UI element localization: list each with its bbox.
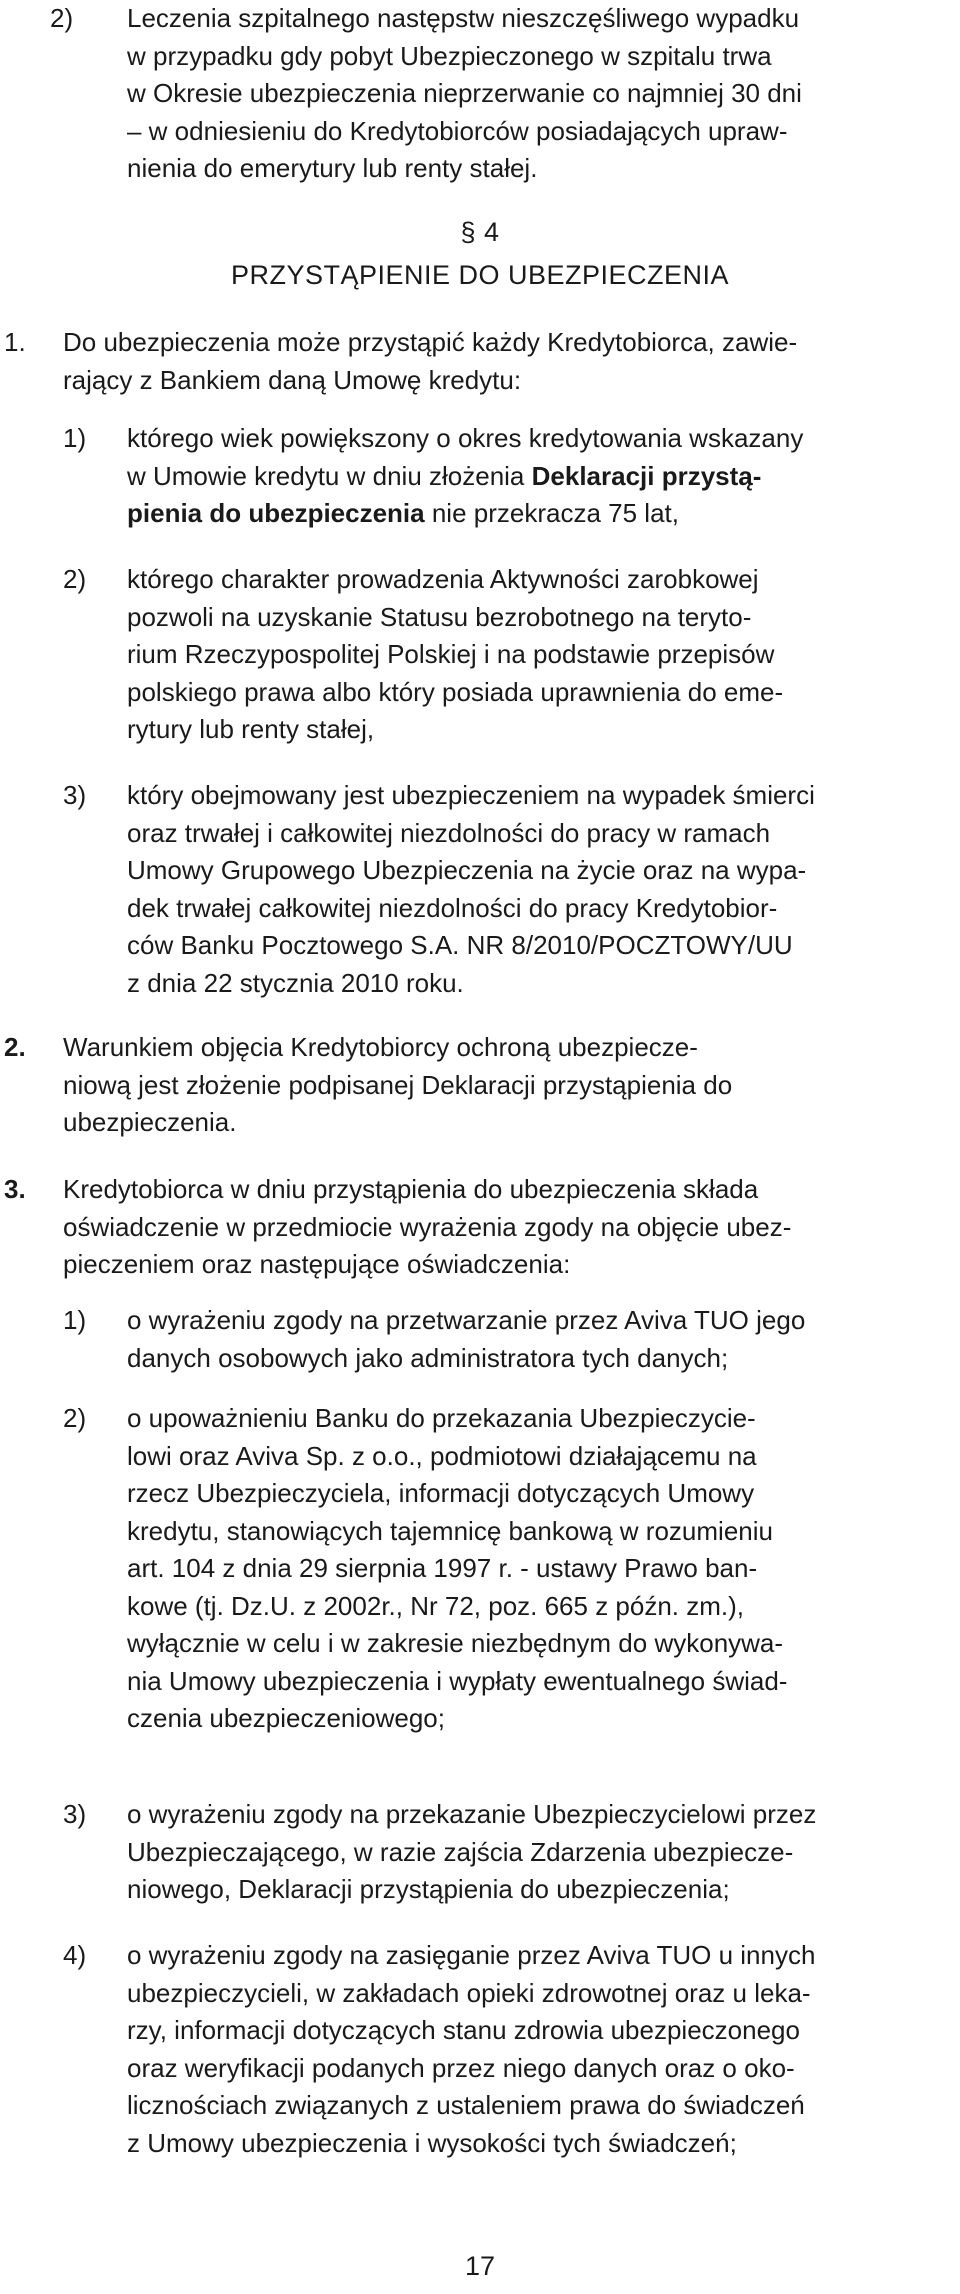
- text-line: z dnia 22 stycznia 2010 roku.: [127, 967, 464, 998]
- text-line: który obejmowany jest ubezpieczeniem na wypadek śmierci: [127, 780, 815, 810]
- list-marker: 1): [63, 1305, 87, 1335]
- text-line: o wyrażeniu zgody na zasięganie przez Aviva TUO u innych: [127, 1940, 816, 1970]
- text-line: niową jest złożenie podpisanej Deklaracji przystąpienia do: [63, 1069, 733, 1100]
- text-line: kowe (tj. Dz.U. z 2002r., Nr 72, poz. 665 z późn. zm.),: [127, 1590, 745, 1621]
- list-item-bank-authorization: [127, 1400, 787, 1738]
- text-line: z Umowy ubezpieczenia i wysokości tych świadczeń;: [127, 2127, 737, 2158]
- list-item-age-condition: [127, 420, 803, 533]
- text-line: oraz weryfikacji podanych przez niego danych oraz o oko-: [127, 2052, 795, 2083]
- text-line: nia Umowy ubezpieczenia i wypłaty ewentualnego świad-: [127, 1665, 788, 1696]
- text-line: pozwoli na uzyskanie Statusu bezrobotnego na teryto-: [127, 601, 752, 632]
- text-line: Ubezpieczającego, w razie zajścia Zdarzenia ubezpiecze-: [127, 1836, 794, 1867]
- text-line: [127, 458, 803, 496]
- text-line: ców Banku Pocztowego S.A. NR 8/2010/POCZTOWY/UU: [127, 930, 793, 960]
- text-line: oświadczenie w przedmiocie wyrażenia zgody na objęcie ubez-: [63, 1211, 792, 1242]
- text-line: licznościach związanych z ustaleniem prawa do świadczeń: [127, 2090, 805, 2120]
- text-line: Do ubezpieczenia może przystąpić każdy Kredytobiorca, zawie-: [63, 327, 798, 357]
- list-item-declaration-transfer-consent: [127, 1796, 816, 1909]
- text-line: o wyrażeniu zgody na przekazanie Ubezpieczycielowi przez: [127, 1799, 817, 1829]
- text-line: dek trwałej całkowitej niezdolności do pracy Kredytobior-: [127, 892, 778, 923]
- list-marker: 1): [63, 423, 87, 453]
- list-marker: 3): [63, 1799, 87, 1829]
- paragraph-marker: 3.: [4, 1174, 26, 1204]
- section-title: PRZYSTĄPIENIE DO UBEZPIECZENIA: [230, 260, 730, 290]
- text-line: o wyrażeniu zgody na przetwarzanie przez Aviva TUO jego: [127, 1305, 806, 1335]
- text-line: Leczenia szpitalnego następstw nieszczęśliwego wypadku: [127, 3, 800, 33]
- text-line: Warunkiem objęcia Kredytobiorcy ochroną ubezpiecze-: [63, 1032, 698, 1062]
- text-line: rzy, informacji dotyczących stanu zdrowia ubezpieczonego: [127, 2015, 800, 2045]
- text-line: którego wiek powiększony o okres kredytowania wskazany: [127, 423, 804, 453]
- text-line: art. 104 z dnia 29 sierpnia 1997 r. - ustawy Prawo ban-: [127, 1553, 758, 1583]
- page-number: 17: [464, 2251, 496, 2281]
- list-marker: 2): [50, 3, 74, 33]
- text-line: danych osobowych jako administratora tych danych;: [127, 1342, 729, 1373]
- text-line: Umowy Grupowego Ubezpieczenia na życie oraz na wypa-: [127, 855, 807, 885]
- list-marker: 4): [63, 1940, 87, 1970]
- text-line: pieczeniem oraz następujące oświadczenia:: [63, 1249, 571, 1279]
- paragraph-3: [63, 1171, 791, 1284]
- text-line: w Okresie ubezpieczenia nieprzerwanie co najmniej 30 dni: [127, 78, 802, 108]
- list-item-data-processing-consent: [127, 1302, 805, 1377]
- text-line: – w odniesieniu do Kredytobiorców posiadających upraw-: [127, 115, 788, 146]
- paragraph-1: [63, 324, 797, 399]
- bold-term: Deklaracji przystą-: [531, 460, 762, 491]
- paragraph-2: [63, 1029, 732, 1142]
- text-line: rytury lub renty stałej,: [127, 714, 375, 744]
- section-number: § 4: [460, 217, 500, 247]
- text-line: wyłącznie w celu i w zakresie niezbędnym do wykonywa-: [127, 1628, 784, 1658]
- bold-term: pienia do ubezpieczenia: [127, 498, 425, 528]
- text-line: rzecz Ubezpieczyciela, informacji dotyczących Umowy: [127, 1478, 755, 1508]
- text-line: kredytu, stanowiących tajemnicę bankową w rozumieniu: [127, 1515, 773, 1546]
- list-item-health-information-consent: [127, 1937, 815, 2162]
- text-line: rium Rzeczypospolitej Polskiej i na podstawie przepisów: [127, 639, 775, 669]
- list-marker: 2): [63, 1403, 87, 1433]
- text-line: oraz trwałej i całkowitej niezdolności do pracy w ramach: [127, 817, 771, 848]
- text-line: ubezpieczenia.: [63, 1107, 237, 1137]
- text-line: którego charakter prowadzenia Aktywności zarobkowej: [127, 564, 759, 594]
- text-line: niowego, Deklaracji przystąpienia do ubezpieczenia;: [127, 1874, 730, 1904]
- paragraph-marker: 2.: [4, 1032, 26, 1062]
- list-marker: 3): [63, 780, 87, 810]
- text-segment: w Umowie kredytu w dniu złożenia: [127, 460, 532, 491]
- list-item-hospital-treatment: [127, 0, 802, 188]
- text-line: Kredytobiorca w dniu przystąpienia do ubezpieczenia składa: [63, 1174, 759, 1204]
- text-line: rający z Bankiem daną Umowę kredytu:: [63, 364, 522, 395]
- list-marker: 2): [63, 564, 87, 594]
- text-line: czenia ubezpieczeniowego;: [127, 1703, 445, 1733]
- text-line: o upoważnieniu Banku do przekazania Ubezpieczycie-: [127, 1403, 756, 1433]
- text-line: ubezpieczycieli, w zakładach opieki zdrowotnej oraz u leka-: [127, 1977, 811, 2008]
- list-item-coverage-condition: [127, 777, 815, 1002]
- text-line: lowi oraz Aviva Sp. z o.o., podmiotowi działającemu na: [127, 1440, 757, 1471]
- paragraph-marker: 1.: [4, 327, 26, 357]
- text-line: w przypadku gdy pobyt Ubezpieczonego w szpitalu trwa: [127, 40, 772, 71]
- text-line: polskiego prawa albo który posiada uprawnienia do eme-: [127, 676, 784, 707]
- text-line: [127, 495, 803, 533]
- text-line: nienia do emerytury lub renty stałej.: [127, 153, 538, 183]
- list-item-employment-condition: [127, 561, 783, 749]
- text-segment: nie przekracza 75 lat,: [424, 498, 679, 528]
